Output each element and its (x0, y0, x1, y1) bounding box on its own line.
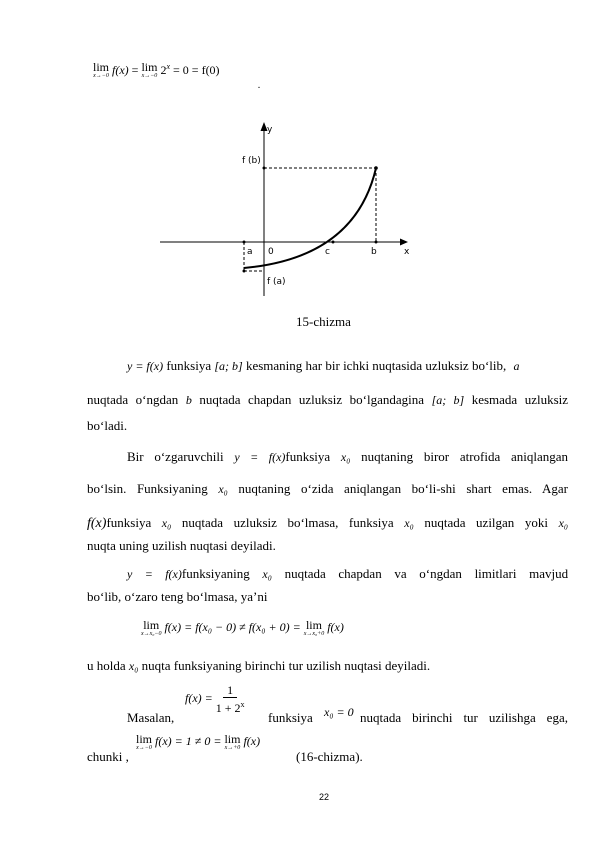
inline-math: f(x) (87, 516, 107, 531)
para3-line2: bo‘lib, o‘zaro teng bo‘lmasa, ya’ni (87, 589, 268, 604)
para4-line2-start: chunki , (87, 749, 129, 764)
para2-line4: nuqta uning uzilish nuqtasi deyiladi. (87, 538, 276, 553)
para1-line1 (127, 358, 520, 374)
power-exponent: x (166, 62, 171, 71)
tick-a (243, 241, 246, 244)
b-label: b (371, 247, 377, 257)
lim-subscript: x→−0 (136, 745, 152, 751)
inline-math: [a; b] (214, 359, 243, 373)
lim-word: lim (93, 60, 110, 74)
inline-math: y = f(x) (234, 450, 286, 464)
para2-line3: f(x)funksiya x₀ nuqtada uzluksiz bo‘lmasa, funksiya x₀ nuqtada uzilgan yoki x₀ (87, 515, 569, 531)
c-label: c (325, 247, 330, 257)
lim-subscript: x→+0 (224, 745, 241, 751)
inline-math: a (513, 359, 520, 373)
lim-word: lim (136, 732, 153, 746)
formula-end: f(x) (243, 734, 261, 748)
power-base: 2 (160, 63, 167, 77)
inline-math: x₀ (558, 516, 569, 530)
para2-line2: bo‘lsin. Funksiyaning x₀ nuqtaning o‘zida aniqlangan bo‘li-shi shart emas. Agar (87, 481, 568, 496)
tick-fb (263, 167, 266, 170)
lim-word: lim (141, 60, 158, 74)
x-axis-arrow-icon (400, 239, 408, 246)
inline-math: x₀ (128, 659, 139, 673)
a-label: a (247, 247, 253, 257)
text: kesmaning har bir ichki nuqtasida uzluksiz bo‘lib, (245, 358, 507, 373)
formula-middle: f(x) = 1 ≠ 0 = (155, 734, 222, 748)
lim-word: lim (305, 618, 322, 632)
point-a-fa (243, 270, 246, 273)
figure-reference: (16-chizma). (296, 749, 363, 764)
y-axis-label: y (267, 125, 273, 135)
example-limits-formula (136, 734, 260, 752)
function-expression: f(x) (112, 63, 129, 77)
one-sided-limits-formula (141, 620, 344, 638)
tick-c (332, 241, 335, 244)
text: funksiya (268, 710, 313, 725)
inline-math: [a; b] (431, 393, 465, 407)
lim-word: lim (143, 618, 160, 632)
inline-math: x₀ (262, 567, 272, 581)
inline-math: b (185, 393, 192, 407)
lim-subscript: x→−0 (141, 73, 158, 79)
inline-math: x₀ (218, 482, 228, 496)
formula-lhs: f(x) = (185, 690, 213, 705)
figure-15 (150, 118, 420, 298)
figure-caption: 15-chizma (296, 314, 351, 329)
inline-math: y = f(x) (127, 567, 182, 581)
text: nuqtada chapdan uzluksiz bo‘lgandagina (199, 392, 425, 407)
inline-math: x₀ (404, 516, 414, 530)
x-axis-label: x (404, 247, 410, 257)
lim-subscript: x→x₀+0 (303, 631, 325, 637)
zero-label: 0 (268, 247, 274, 257)
text: kesmada uzluksiz (471, 392, 569, 407)
fraction-numerator: 1 (223, 683, 237, 698)
formula-end: f(x) (327, 620, 344, 634)
para3-line3: u holda x₀ nuqta funksiyaning birinchi tur uzilish nuqtasi deyiladi. (87, 658, 431, 673)
inline-math: x₀ (161, 516, 172, 530)
inline-math: x₀ = 0 (324, 705, 354, 719)
para1-line3: bo‘ladi. (87, 418, 128, 433)
para1-line2 (87, 392, 568, 408)
point-b-fb (374, 166, 378, 170)
text: funksiya (166, 358, 212, 373)
formula-rest: = 0 = f(0) (173, 63, 220, 77)
inline-math: x₀ (340, 450, 351, 464)
text: Masalan, (127, 710, 175, 725)
lim-subscript: x→−0 (93, 73, 109, 79)
formula-dot: . (258, 80, 261, 91)
para4-line1-tail: nuqtada birinchi tur uzilishga ega, (360, 710, 568, 725)
lim-word: lim (224, 732, 241, 746)
fraction-denominator: $1 + 2^x$ (215, 700, 245, 715)
para3-line1: y = f(x)funksiyaning x₀ nuqtada chapdan va o‘ngdan limitlari mavjud (127, 566, 569, 581)
fa-label: f (a) (267, 277, 286, 287)
inline-math: y = f(x) (127, 359, 164, 373)
equals-sign: = (131, 63, 139, 77)
page-number: 22 (319, 792, 330, 802)
fb-label: f (b) (242, 156, 261, 166)
para2-line1: Bir o‘zgaruvchili y = f(x)funksiya x₀ nuqtaning biror atrofida aniqlangan (127, 449, 569, 464)
top-limit-formula (93, 62, 220, 80)
text: nuqtada o‘ngdan (87, 392, 179, 407)
lim-subscript: x→x₀−0 (141, 631, 162, 637)
tick-b (375, 241, 378, 244)
formula-middle: f(x) = f(x₀ − 0) ≠ f(x₀ + 0) = (164, 620, 301, 634)
